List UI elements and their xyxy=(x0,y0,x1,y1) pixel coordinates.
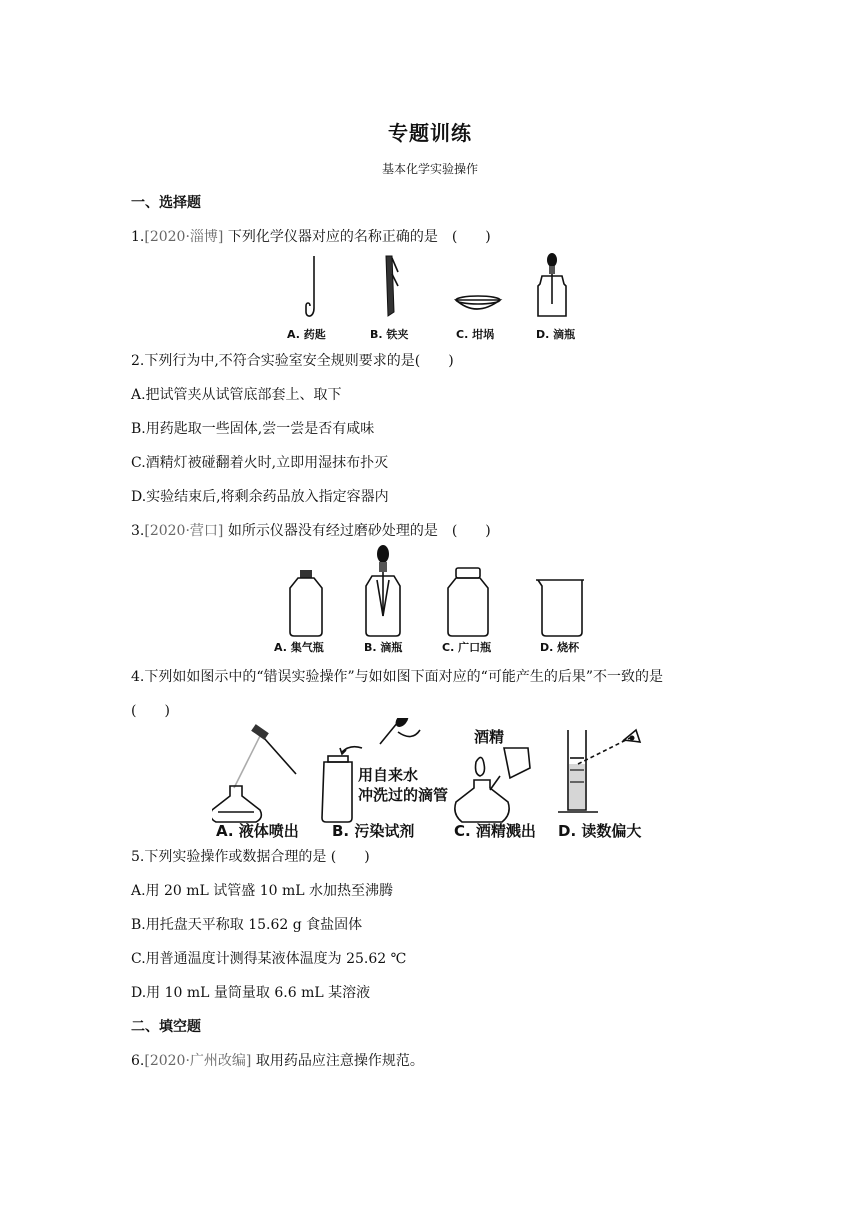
evaporating-dish-icon xyxy=(456,296,500,309)
alcohol-lamp-icon xyxy=(455,748,530,822)
q4-label-a: A. 液体喷出 xyxy=(216,822,299,840)
question-4-figure xyxy=(212,718,652,840)
tongs-icon xyxy=(386,256,398,316)
beaker-icon xyxy=(536,580,584,636)
section-heading-fill: 二、填空题 xyxy=(131,1019,201,1035)
page-title: 专题训练 xyxy=(388,121,472,145)
question-2-option-b: B.用药匙取一些固体,尝一尝是否有咸味 xyxy=(131,421,375,437)
question-5-option-b: B.用托盘天平称取 15.62 g 食盐固体 xyxy=(131,917,363,933)
question-5-option-d: D.用 10 mL 量筒量取 6.6 mL 某溶液 xyxy=(131,985,371,1001)
q4-label-b: B. 污染试剂 xyxy=(332,822,415,840)
medicine-spoon-icon xyxy=(306,256,314,316)
q3-label-b: B. 滴瓶 xyxy=(364,641,403,654)
gas-jar-icon xyxy=(290,570,322,636)
question-3-source: [2020·营口] xyxy=(144,523,224,539)
question-3-text: 如所示仪器没有经过磨砂处理的是 ( ) xyxy=(223,523,491,539)
dropper-bottle-icon xyxy=(538,253,566,316)
question-5-stem: 5.下列实验操作或数据合理的是 ( ) xyxy=(131,849,370,865)
q4-annotation-b-line1: 用自来水 xyxy=(358,766,419,784)
question-3-number: 3. xyxy=(131,523,145,539)
q1-label-c: C. 坩埚 xyxy=(456,328,495,341)
question-3 xyxy=(131,520,491,540)
question-1-number: 1. xyxy=(131,229,145,245)
q4-annotation-b-line2: 冲洗过的滴管 xyxy=(358,786,449,804)
question-6-source: [2020·广州改编] xyxy=(144,1053,252,1069)
question-3-figure xyxy=(270,544,600,656)
q1-label-b: B. 铁夹 xyxy=(370,328,409,341)
flask-heating-icon xyxy=(212,724,296,822)
question-6-text: 取用药品应注意操作规范。 xyxy=(251,1053,424,1069)
wide-mouth-bottle-icon xyxy=(448,568,488,636)
question-4-stem: 4.下列如如图示中的“错误实验操作”与如如图下面对应的“可能产生的后果”不一致的是 xyxy=(131,669,663,685)
question-1-source: [2020·淄博] xyxy=(144,229,224,245)
question-6 xyxy=(131,1050,424,1070)
section-heading-choice: 一、选择题 xyxy=(131,195,201,211)
page-subtitle: 基本化学实验操作 xyxy=(381,162,478,176)
question-6-number: 6. xyxy=(131,1053,145,1069)
q1-label-a: A. 药匙 xyxy=(287,328,326,341)
question-1 xyxy=(131,226,491,246)
q4-label-d: D. 读数偏大 xyxy=(558,822,642,840)
question-1-figure xyxy=(280,252,590,344)
q4-label-c: C. 酒精溅出 xyxy=(454,822,536,840)
question-2-option-c: C.酒精灯被碰翻着火时,立即用湿抹布扑灭 xyxy=(131,455,389,471)
dropper-bottle-icon xyxy=(366,545,400,636)
question-2-stem: 2.下列行为中,不符合实验室安全规则要求的是( ) xyxy=(131,353,454,369)
q3-label-c: C. 广口瓶 xyxy=(442,641,492,654)
question-2-option-a: A.把试管夹从试管底部套上、取下 xyxy=(131,387,342,403)
q3-label-a: A. 集气瓶 xyxy=(274,641,324,654)
q4-annotation-c: 酒精 xyxy=(474,728,505,746)
eye-icon xyxy=(624,730,640,742)
graduated-cylinder-icon xyxy=(558,730,630,812)
q1-label-d: D. 滴瓶 xyxy=(536,328,576,341)
question-5-option-c: C.用普通温度计测得某液体温度为 25.62 ℃ xyxy=(131,951,407,967)
question-5-option-a: A.用 20 mL 试管盛 10 mL 水加热至沸腾 xyxy=(131,883,394,899)
question-4-paren: ( ) xyxy=(131,703,170,719)
question-2-option-d: D.实验结束后,将剩余药品放入指定容器内 xyxy=(131,489,389,505)
q3-label-d: D. 烧杯 xyxy=(540,641,580,654)
question-1-text: 下列化学仪器对应的名称正确的是 ( ) xyxy=(223,229,491,245)
